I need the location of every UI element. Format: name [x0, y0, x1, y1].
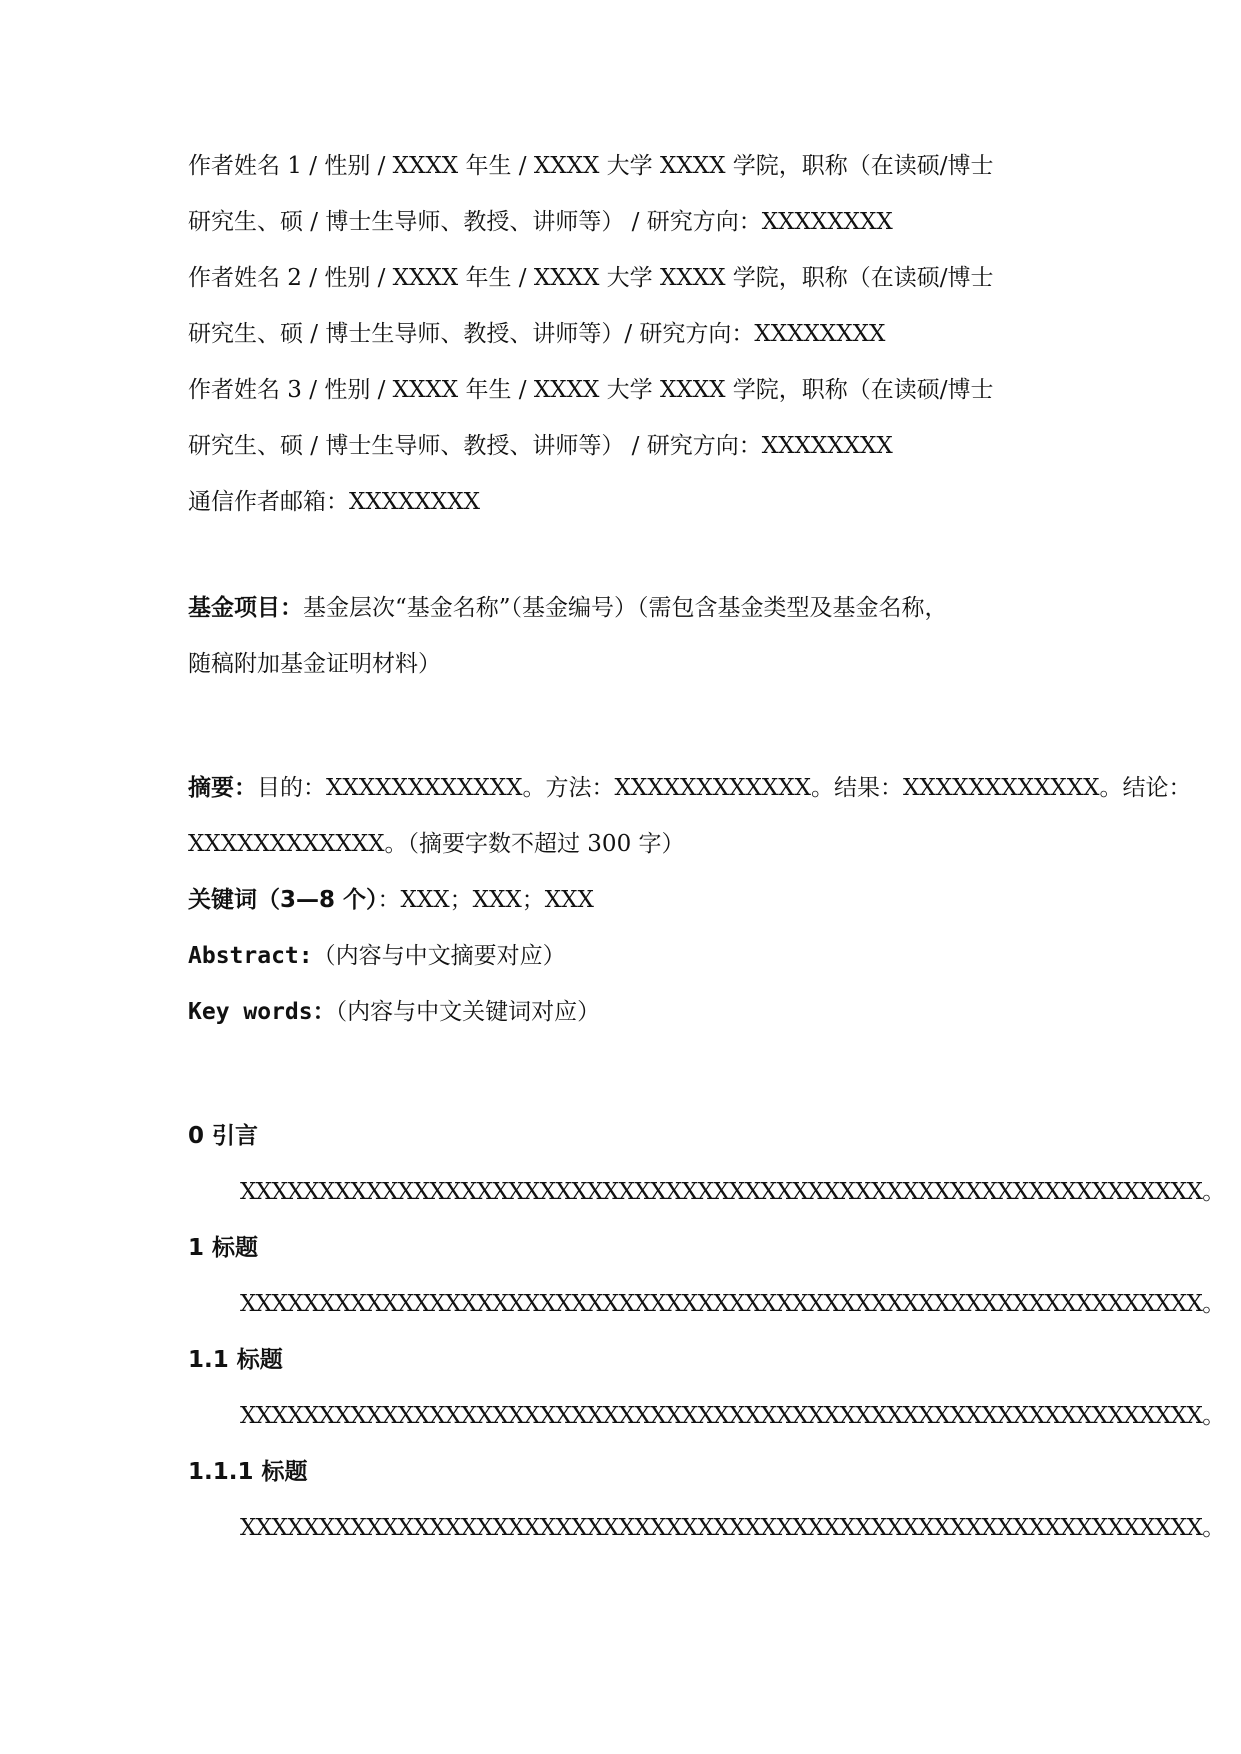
- abstract-block: [188, 760, 1192, 1040]
- section-body-1-1: XXXXXXXXXXXXXXXXXXXXXXXXXXXXXXXXXXXXXXXXXXXXXXXXXXXXXXXXXXXXX。: [240, 1403, 1225, 1429]
- author-3-line-1: 作者姓名 3 / 性别 / XXXX 年生 / XXXX 大学 XXXX 学院，职称（在读硕/博士: [188, 377, 994, 403]
- section-heading-1: 1 标题: [188, 1235, 259, 1261]
- keywords-en-line: [188, 984, 1058, 1040]
- author-1-line-2: 研究生、硕 / 博士生导师、教授、讲师等） / 研究方向：XXXXXXXX: [188, 209, 893, 235]
- section-heading-1-1-1: 1.1.1 标题: [188, 1459, 308, 1485]
- section-body-0: XXXXXXXXXXXXXXXXXXXXXXXXXXXXXXXXXXXXXXXXXXXXXXXXXXXXXXXXXXXXX。: [240, 1179, 1225, 1205]
- abstract-cn-label: 摘要：: [188, 775, 257, 801]
- keywords-cn-line: [188, 872, 1058, 928]
- sections-block: [188, 1108, 1225, 1556]
- abstract-cn-text-1: 目的：XXXXXXXXXXXX。方法：XXXXXXXXXXXX。结果：XXXXXXXXXXXX。结论：: [257, 775, 1192, 801]
- fund-block: [188, 580, 1058, 692]
- keywords-cn-value: ：XXX；XXX；XXX: [377, 887, 594, 913]
- section-body-1: XXXXXXXXXXXXXXXXXXXXXXXXXXXXXXXXXXXXXXXXXXXXXXXXXXXXXXXXXXXXX。: [240, 1291, 1225, 1317]
- author-1-line-1: 作者姓名 1 / 性别 / XXXX 年生 / XXXX 大学 XXXX 学院，职称（在读硕/博士: [188, 153, 994, 179]
- abstract-en-value: （内容与中文摘要对应）: [312, 943, 566, 969]
- fund-line-2: 随稿附加基金证明材料）: [188, 651, 441, 677]
- abstract-cn-line-2: XXXXXXXXXXXX。（摘要字数不超过 300 字）: [188, 831, 685, 857]
- section-body-1-1-1: XXXXXXXXXXXXXXXXXXXXXXXXXXXXXXXXXXXXXXXXXXXXXXXXXXXXXXXXXXXXX。: [240, 1515, 1225, 1541]
- author-2-line-1: 作者姓名 2 / 性别 / XXXX 年生 / XXXX 大学 XXXX 学院，职称（在读硕/博士: [188, 265, 994, 291]
- abstract-cn-line-1: [188, 760, 1192, 816]
- keywords-cn-label: 关键词（3—8 个）: [188, 887, 378, 913]
- fund-text-1: 基金层次“基金名称”（基金编号）（需包含基金类型及基金名称，: [303, 595, 948, 621]
- fund-label: 基金项目：: [188, 595, 303, 621]
- section-heading-1-1: 1.1 标题: [188, 1347, 283, 1373]
- abstract-en-line: [188, 928, 1058, 984]
- author-2-line-2: 研究生、硕 / 博士生导师、教授、讲师等）/ 研究方向：XXXXXXXX: [188, 321, 886, 347]
- author-3-line-2: 研究生、硕 / 博士生导师、教授、讲师等） / 研究方向：XXXXXXXX: [188, 433, 893, 459]
- section-heading-0: 0 引言: [188, 1123, 259, 1149]
- corresponding-email: 通信作者邮箱：XXXXXXXX: [188, 489, 480, 515]
- keywords-en-label: Key words：: [188, 999, 336, 1025]
- fund-line-1: [188, 580, 1058, 636]
- author-info-block: [188, 138, 1058, 530]
- keywords-en-value: （内容与中文关键词对应）: [335, 999, 601, 1025]
- abstract-en-label: Abstract:: [188, 943, 313, 969]
